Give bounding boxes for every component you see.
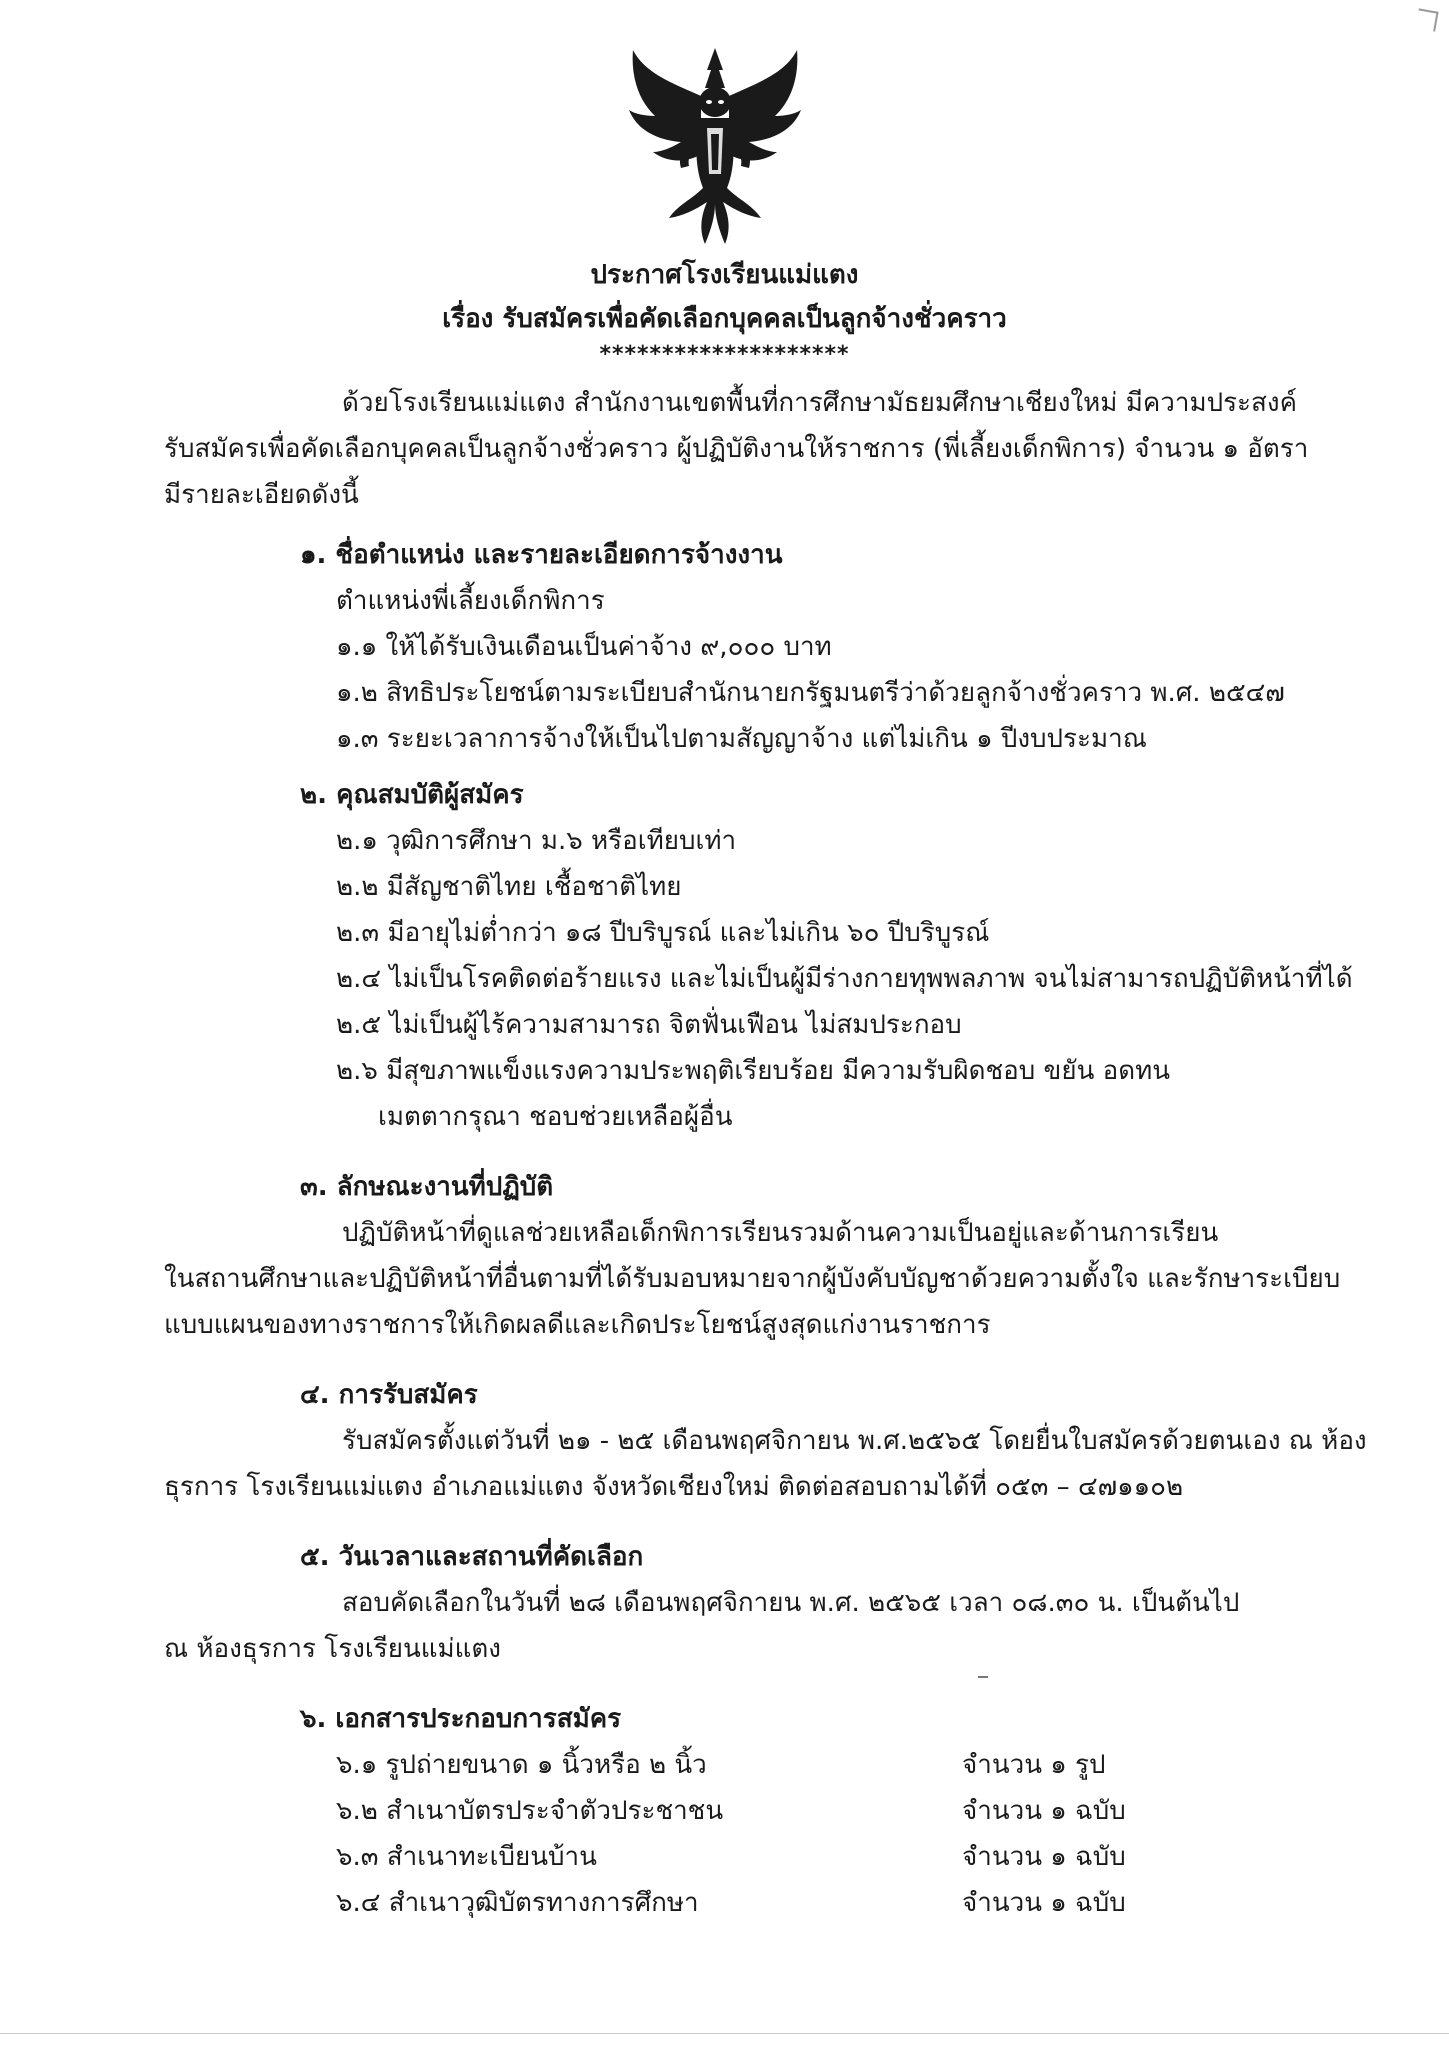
section-4-line-2: ธุรการ โรงเรียนแม่แตง อำเภอแม่แตง จังหวัดเชียงใหม่ ติดต่อสอบถามได้ที่ ๐๕๓ – ๔๗๑๑๐๒ [164, 1472, 1184, 1502]
section-2-item: ๒.๕ ไม่เป็นผู้ไร้ความสามารถ จิตฟั่นเฟือน ไม่สมประกอบ [336, 1010, 962, 1040]
garuda-emblem-icon [615, 44, 815, 252]
document-item-quantity: จำนวน ๑ รูป [962, 1750, 1106, 1780]
section-2-item: ๒.๑ วุฒิการศึกษา ม.๖ หรือเทียบเท่า [336, 826, 737, 856]
section-4-heading: ๔. การรับสมัคร [300, 1380, 478, 1410]
intro-line-2: รับสมัครเพื่อคัดเลือกบุคคลเป็นลูกจ้างชั่วคราว ผู้ปฏิบัติงานให้ราชการ (พี่เลี้ยงเด็กพิการ) จำนวน ๑ อัตรา [164, 434, 1309, 464]
announcement-subject: เรื่อง รับสมัครเพื่อคัดเลือกบุคคลเป็นลูกจ้างชั่วคราว [442, 304, 1007, 334]
section-3-line-1: ปฏิบัติหน้าที่ดูแลช่วยเหลือเด็กพิการเรียนรวมด้านความเป็นอยู่และด้านการเรียน [342, 1218, 1219, 1248]
header-separator: ******************** [599, 342, 850, 367]
section-3-line-3: แบบแผนของทางราชการให้เกิดผลดีและเกิดประโยชน์สูงสุดแก่งานราชการ [164, 1310, 991, 1340]
scan-speck [978, 1676, 988, 1678]
intro-line-1: ด้วยโรงเรียนแม่แตง สำนักงานเขตพื้นที่การศึกษามัธยมศึกษาเชียงใหม่ มีความประสงค์ [342, 388, 1297, 418]
section-3-heading: ๓. ลักษณะงานที่ปฏิบัติ [300, 1172, 554, 1202]
document-item-label: ๖.๓ สำเนาทะเบียนบ้าน [336, 1842, 597, 1872]
document-item-quantity: จำนวน ๑ ฉบับ [962, 1796, 1126, 1826]
document-item-quantity: จำนวน ๑ ฉบับ [962, 1842, 1126, 1872]
section-5-line-1: สอบคัดเลือกในวันที่ ๒๘ เดือนพฤศจิกายน พ.ศ. ๒๕๖๕ เวลา ๐๘.๓๐ น. เป็นต้นไป [342, 1588, 1240, 1618]
section-2-item: ๒.๖ มีสุขภาพแข็งแรงความประพฤติเรียบร้อย มีความรับผิดชอบ ขยัน อดทน [336, 1056, 1171, 1086]
section-2-item: ๒.๔ ไม่เป็นโรคติดต่อร้ายแรง และไม่เป็นผู้มีร่างกายทุพพลภาพ จนไม่สามารถปฏิบัติหน้าที่ได้ [336, 964, 1353, 994]
document-item-label: ๖.๑ รูปถ่ายขนาด ๑ นิ้วหรือ ๒ นิ้ว [336, 1750, 707, 1780]
section-5-line-2: ณ ห้องธุรการ โรงเรียนแม่แตง [164, 1634, 501, 1664]
section-2-item: ๒.๓ มีอายุไม่ต่ำกว่า ๑๘ ปีบริบูรณ์ และไม่เกิน ๖๐ ปีบริบูรณ์ [336, 918, 990, 948]
announcement-title: ประกาศโรงเรียนแม่แตง [590, 260, 859, 290]
section-1-item: ๑.๑ ให้ได้รับเงินเดือนเป็นค่าจ้าง ๙,๐๐๐ บาท [336, 632, 832, 662]
section-1-item: ๑.๓ ระยะเวลาการจ้างให้เป็นไปตามสัญญาจ้าง แต่ไม่เกิน ๑ ปีงบประมาณ [336, 724, 1147, 754]
document-item-quantity: จำนวน ๑ ฉบับ [962, 1888, 1126, 1918]
scan-corner-mark [1415, 8, 1438, 31]
section-2-heading: ๒. คุณสมบัติผู้สมัคร [300, 780, 524, 810]
section-1-item: ๑.๒ สิทธิประโยชน์ตามระเบียบสำนักนายกรัฐมนตรีว่าด้วยลูกจ้างชั่วคราว พ.ศ. ๒๕๔๗ [336, 678, 1285, 708]
section-4-line-1: รับสมัครตั้งแต่วันที่ ๒๑ - ๒๕ เดือนพฤศจิกายน พ.ศ.๒๕๖๕ โดยยื่นใบสมัครด้วยตนเอง ณ ห้อง [342, 1426, 1367, 1456]
document-item-label: ๖.๒ สำเนาบัตรประจำตัวประชาชน [336, 1796, 724, 1826]
section-6-heading: ๖. เอกสารประกอบการสมัคร [300, 1704, 622, 1734]
section-5-heading: ๕. วันเวลาและสถานที่คัดเลือก [300, 1542, 644, 1572]
scan-bottom-edge [0, 2033, 1449, 2034]
document-item-label: ๖.๔ สำเนาวุฒิบัตรทางการศึกษา [336, 1888, 699, 1918]
section-1-heading: ๑. ชื่อตำแหน่ง และรายละเอียดการจ้างงาน [300, 540, 783, 570]
section-2-item-continuation: เมตตากรุณา ชอบช่วยเหลือผู้อื่น [378, 1102, 733, 1132]
section-2-item: ๒.๒ มีสัญชาติไทย เชื้อชาติไทย [336, 872, 682, 902]
section-1-position: ตำแหน่งพี่เลี้ยงเด็กพิการ [336, 586, 605, 616]
intro-line-3: มีรายละเอียดดังนี้ [164, 480, 359, 510]
section-3-line-2: ในสถานศึกษาและปฏิบัติหน้าที่อื่นตามที่ได้รับมอบหมายจากผู้บังคับบัญชาด้วยความตั้งใจ และรักษาระเบียบ [164, 1264, 1341, 1294]
